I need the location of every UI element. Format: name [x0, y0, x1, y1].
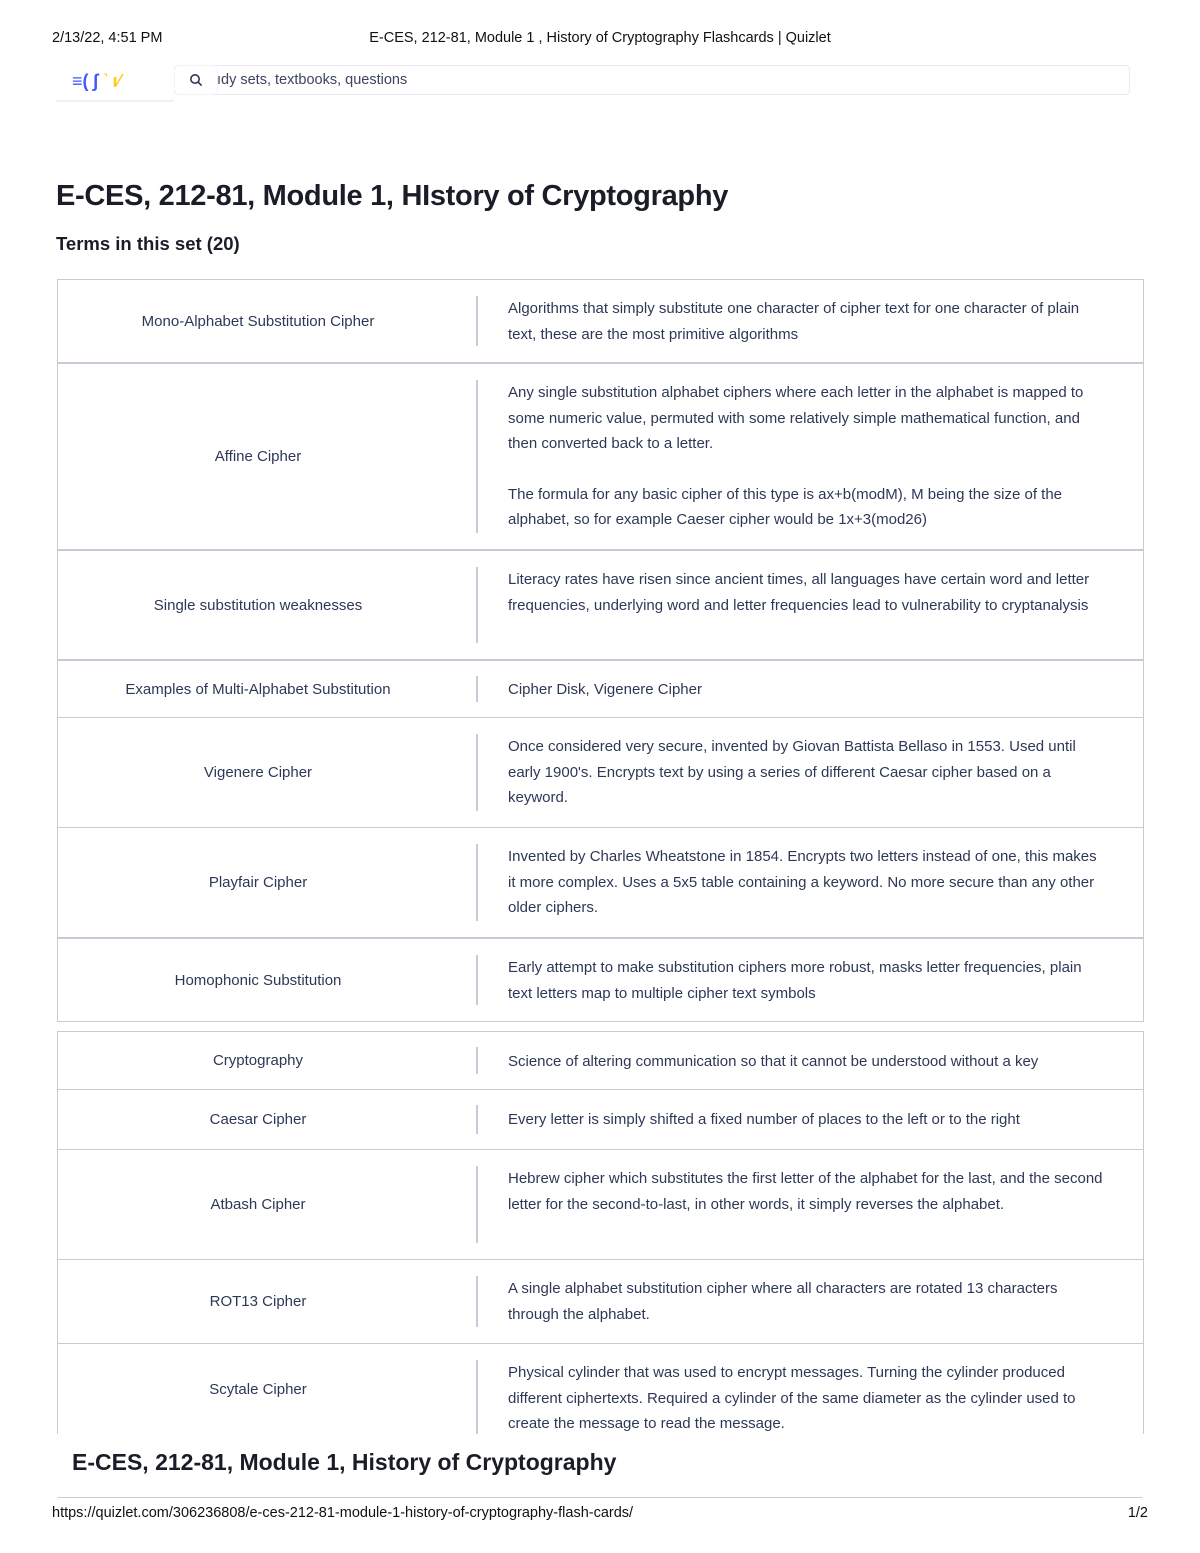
card-definition-text: Invented by Charles Wheatstone in 1854. Encrypts two letters instead of one, this makes it more complex. Uses a 5x5 table containing a keyword. No more secure than any other older ciphers.: [508, 848, 1097, 916]
card-term: Examples of Multi-Alphabet Substitution: [125, 680, 391, 698]
flashcard-row: [57, 1343, 1144, 1434]
card-term: Playfair Cipher: [208, 874, 308, 891]
card-term: Atbash Cipher: [210, 1196, 306, 1213]
card-divider: [476, 676, 478, 702]
card-definition: [508, 1360, 1108, 1437]
card-divider: [476, 1166, 478, 1243]
print-datetime: 2/13/22, 4:51 PM: [52, 30, 163, 46]
card-term: Vigenere Cipher: [203, 764, 313, 781]
logo-mark-blue: ≡(: [72, 70, 89, 91]
quizlet-logo[interactable]: [56, 62, 174, 102]
logo-mark-blue-2: ʃ: [92, 70, 99, 91]
card-definition: [508, 1276, 1108, 1327]
flashcard-row: [57, 363, 1144, 550]
page-title: E-CES, 212-81, Module 1, HIstory of Cryptography: [56, 180, 729, 212]
card-divider: [476, 380, 478, 533]
card-definition: [508, 567, 1108, 618]
flashcard-row: [57, 827, 1144, 938]
print-document-title: E-CES, 212-81, Module 1 , History of Cryptography Flashcards | Quizlet: [369, 30, 831, 46]
card-term: Single substitution weaknesses: [153, 596, 363, 614]
card-definition: [508, 1166, 1108, 1217]
card-definition-text: Physical cylinder that was used to encrypt messages. Turning the cylinder produced different ciphertexts. Required a cylinder of the same diameter as the cylinder used to create the message to read the message.: [508, 1364, 1076, 1432]
card-divider: [476, 1105, 478, 1134]
search-placeholder[interactable]: ıdy sets, textbooks, questions: [217, 72, 408, 88]
flashcard-row: [57, 717, 1144, 828]
card-divider: [476, 1360, 478, 1434]
card-term: Mono-Alphabet Substitution Cipher: [141, 312, 375, 330]
card-divider: [476, 1047, 478, 1074]
flashcard-row: [57, 1259, 1144, 1344]
card-definition: [508, 296, 1108, 347]
card-term: Cryptography: [212, 1052, 304, 1069]
card-definition-text: The formula for any basic cipher of this type is ax+b(modM), M being the size of the alphabet, so for example Caeser cipher would be 1x+3(mod26): [508, 485, 1063, 528]
card-term: Scytale Cipher: [209, 1380, 307, 1398]
card-term: Homophonic Substitution: [174, 971, 342, 989]
card-divider: [476, 734, 478, 811]
card-definition-text: Science of altering communication so that it cannot be understood without a key: [508, 1053, 1039, 1070]
logo-mark-yellow: ˺: [102, 70, 109, 91]
flashcard-row: [57, 1089, 1144, 1150]
card-definition-text: Literacy rates have risen since ancient times, all languages have certain word and letter frequencies, underlying word and letter frequencies lead to vulnerability to cryptanalysis: [508, 571, 1090, 614]
card-divider: [476, 296, 478, 346]
card-definition-text: Every letter is simply shifted a fixed number of places to the left or to the right: [508, 1111, 1020, 1128]
card-definition-text: Early attempt to make substitution ciphers more robust, masks letter frequencies, plain text letters map to multiple cipher text symbols: [508, 959, 1082, 1002]
card-divider: [476, 567, 478, 643]
card-definition-text: Once considered very secure, invented by Giovan Battista Bellaso in 1553. Used until early 1900's. Encrypts text by using a series of different Caesar cipher based on a keyword.: [508, 738, 1076, 806]
card-term: Caesar Cipher: [209, 1111, 307, 1128]
card-divider: [476, 1276, 478, 1327]
card-definition: [508, 677, 1108, 703]
flashcard-row: [57, 1031, 1144, 1090]
card-term: ROT13 Cipher: [209, 1293, 307, 1310]
card-definition: [508, 1049, 1108, 1075]
card-divider: [476, 955, 478, 1005]
footer-set-title: E-CES, 212-81, Module 1, History of Cryptography: [72, 1449, 617, 1475]
card-definition: [508, 1107, 1108, 1133]
card-definition: [508, 955, 1108, 1006]
top-bar: [56, 62, 1130, 102]
print-footer: [52, 1505, 1148, 1525]
print-header: [52, 30, 1148, 50]
card-divider: [476, 844, 478, 921]
card-definition-text: Any single substitution alphabet ciphers where each letter in the alphabet is mapped to some numeric value, permuted with some relatively simple mathematical function, and then converted back to a letter.: [508, 384, 1084, 452]
card-definition-text: Algorithms that simply substitute one character of cipher text for one character of plain text, these are the most primitive algorithms: [508, 300, 1080, 343]
card-definition-text: Cipher Disk, Vigenere Cipher: [508, 681, 702, 698]
card-definition: [508, 844, 1108, 921]
card-term: Affine Cipher: [214, 448, 302, 465]
page-url: https://quizlet.com/306236808/e-ces-212-81-module-1-history-of-cryptography-flash-cards/: [52, 1505, 634, 1521]
search-icon[interactable]: [175, 66, 217, 94]
footer-divider: [58, 1497, 1142, 1498]
flashcard-row: [57, 660, 1144, 718]
flashcard-row: [57, 550, 1144, 660]
flashcard-row: [57, 279, 1144, 363]
card-definition: [508, 734, 1108, 811]
logo-mark-yellow-2: ı⁄: [112, 70, 121, 91]
search-bar[interactable]: [174, 65, 1130, 95]
page-number: 1/2: [1127, 1505, 1148, 1521]
flashcard-row: [57, 1149, 1144, 1260]
card-definition-text: A single alphabet substitution cipher where all characters are rotated 13 characters through the alphabet.: [508, 1280, 1058, 1323]
card-definition-text: Hebrew cipher which substitutes the first letter of the alphabet for the last, and the second letter for the second-to-last, in other words, it simply reverses the alphabet.: [508, 1170, 1103, 1213]
card-definition: [508, 380, 1108, 533]
terms-count-heading: Terms in this set (20): [56, 233, 240, 254]
flashcard-row: [57, 938, 1144, 1022]
